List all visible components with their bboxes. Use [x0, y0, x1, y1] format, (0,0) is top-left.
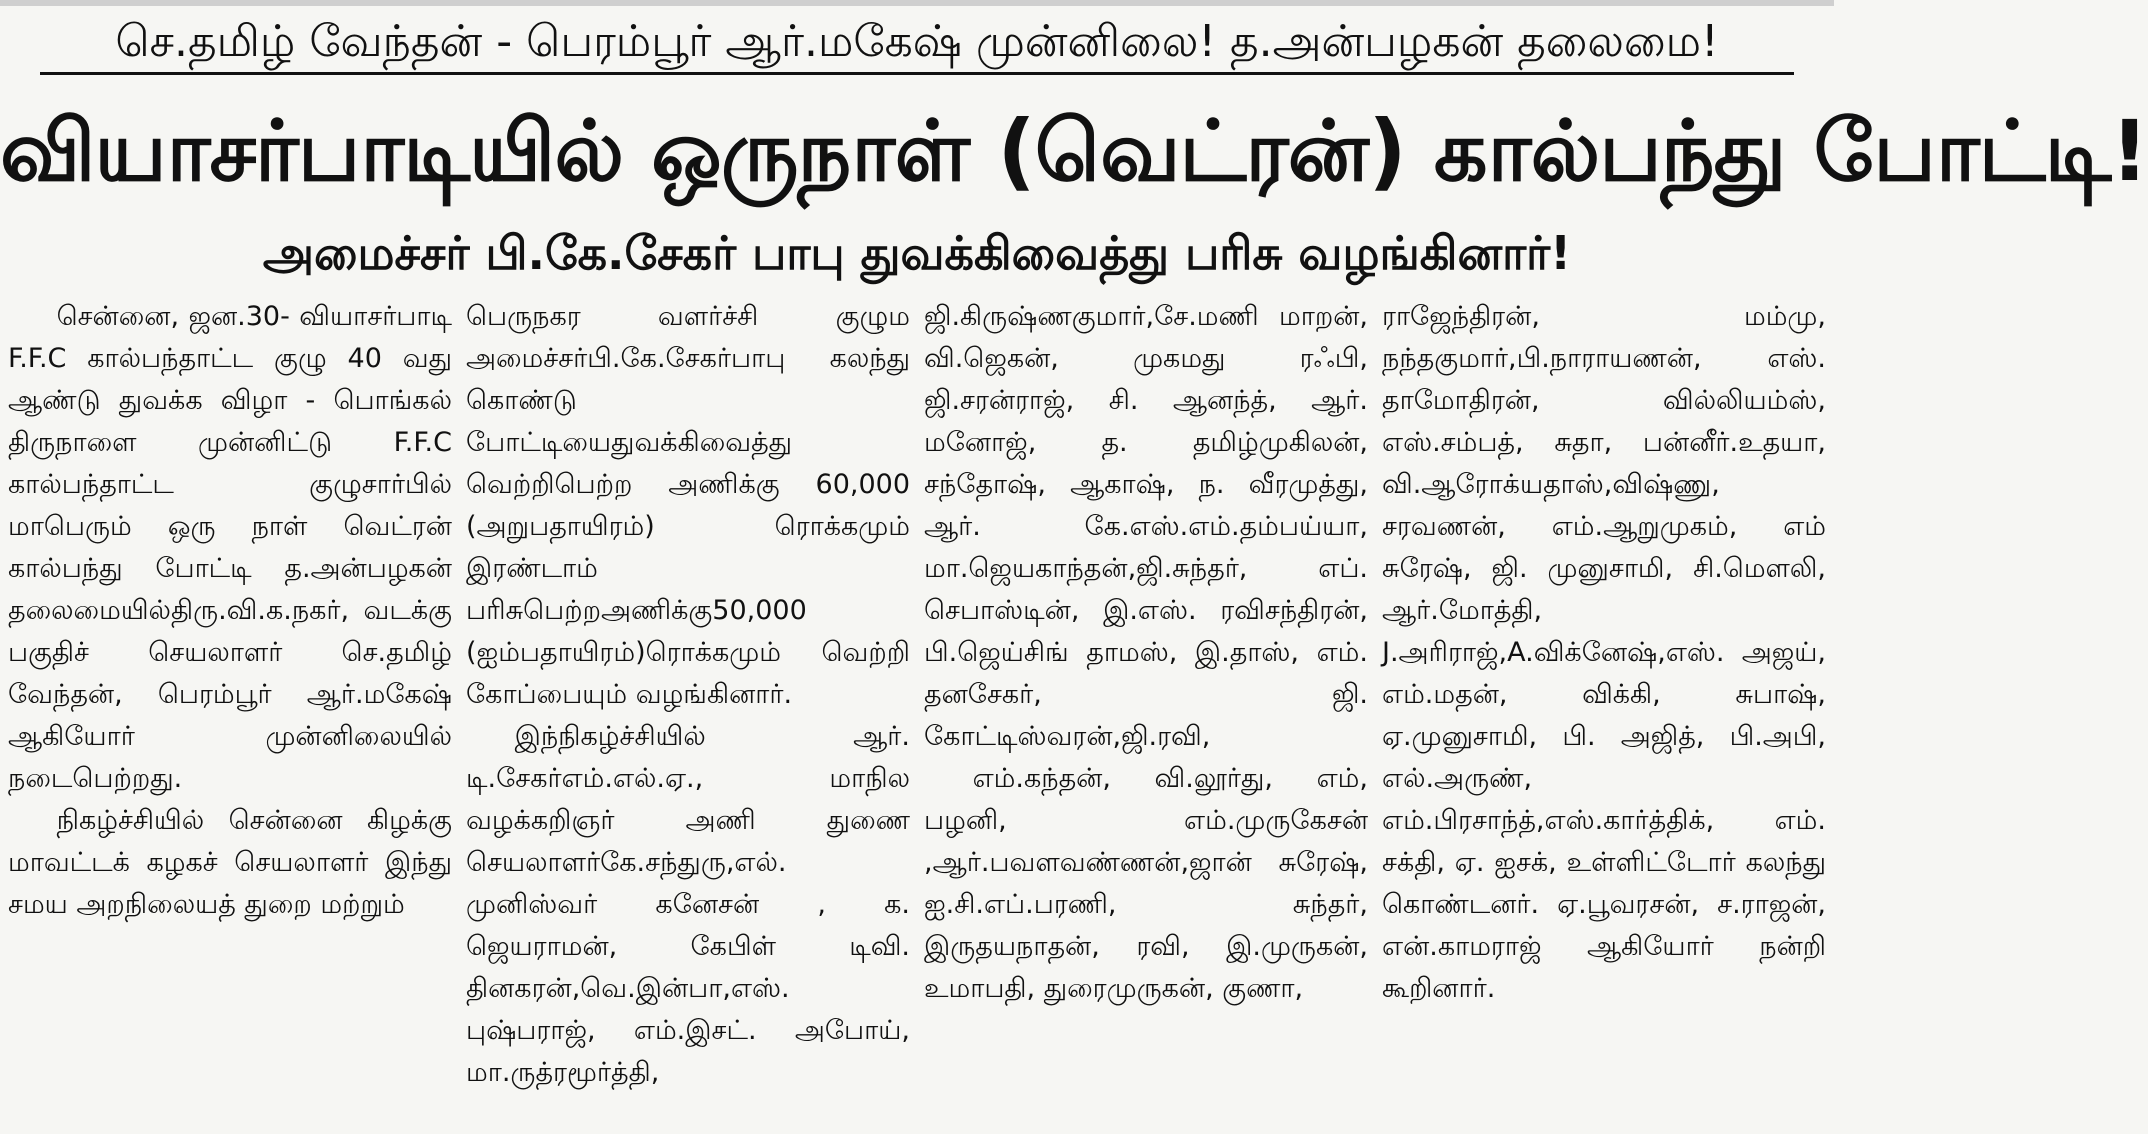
article-column-3: [924, 296, 1368, 1134]
paragraph: ராஜேந்திரன், மம்மு, நந்தகுமார்,பி.நாராயணன், எஸ். தாமோதிரன், வில்லியம்ஸ், எஸ்.சம்பத், சுதா, பன்னீர்.உதயா, வி.ஆரோக்யதாஸ்,விஷ்ணு, சரவணன், எம்.ஆறுமுகம், எம் சுரேஷ், ஜி. முனுசாமி, சி.மெளலி, ஆர்.மோத்தி, J.அரிராஜ்,A.விக்னேஷ்,எஸ். அஜய், எம்.மதன், விக்கி, சுபாஷ், ஏ.முனுசாமி, பி. அஜித், பி.அபி, எல்.அருண், எம்.பிரசாந்த்,எஸ்.கார்த்திக், எம். சக்தி, ஏ. ஐசக், உள்ளிட்டோர் கலந்து கொண்டனர். ஏ.பூவரசன், ச.ராஜன், என்.காமராஜ் ஆகியோர் நன்றி கூறினார்.: [1382, 301, 1826, 1004]
headline: வியாசர்பாடியில் ஒருநாள் (வெட்ரன்) கால்பந்து போட்டி!: [0, 102, 2148, 200]
article-column-1: [8, 296, 452, 1134]
article-column-2: [466, 296, 910, 1134]
paragraph: நிகழ்ச்சியில் சென்னை கிழக்கு மாவட்டக் கழகச் செயலாளர் இந்து சமய அறநிலையத் துறை மற்றும்: [8, 805, 452, 920]
kicker-line: செ.தமிழ் வேந்தன் - பெரம்பூர் ஆர்.மகேஷ் முன்னிலை! த.அன்பழகன் தலைமை!: [115, 16, 1719, 67]
article-column-4: [1382, 296, 1826, 1134]
paragraph: எம்.கந்தன், வி.லூர்து, எம், பழனி, எம்.முருகேசன் ,ஆர்.பவளவண்ணன்,ஜான் சுரேஷ், ஐ.சி.எப்.பரணி, சுந்தர், இருதயநாதன், ரவி, இ.முருகன், உமாபதி, துரைமுருகன், குணா,: [924, 763, 1368, 1004]
kicker-rule: [40, 72, 1794, 75]
subheadline: அமைச்சர் பி.கே.சேகர் பாபு துவக்கிவைத்து பரிசு வழங்கினார்!: [262, 226, 1572, 280]
article-body: [8, 296, 1826, 1134]
paragraph: இந்நிகழ்ச்சியில் ஆர். டி.சேகர்எம்.எல்.ஏ., மாநில வழக்கறிஞர் அணி துணை செயலாளர்கே.சந்துரு,எல். முனிஸ்வர் கனேசன் , க. ஜெயராமன், கேபிள் டிவி. தினகரன்,வெ.இன்பா,எஸ். புஷ்பராஜ், எம்.இசட். அபோய், மா.ருத்ரமூர்த்தி,: [466, 721, 910, 1088]
paragraph: சென்னை, ஜன.30- வியாசர்பாடி F.F.C கால்பந்தாட்ட குழு 40 வது ஆண்டு துவக்க விழா - பொங்கல் திருநாளை முன்னிட்டு F.F.C கால்பந்தாட்ட குழுசார்பில் மாபெரும் ஒரு நாள் வெட்ரன் கால்பந்து போட்டி த.அன்பழகன் தலைமையில்திரு.வி.க.நகர், வடக்கு பகுதிச் செயலாளர் செ.தமிழ் வேந்தன், பெரம்பூர் ஆர்.மகேஷ் ஆகியோர் முன்னிலையில் நடைபெற்றது.: [8, 301, 452, 794]
top-border: [0, 0, 1834, 6]
paragraph: பெருநகர வளர்ச்சி குழும அமைச்சர்பி.கே.சேகர்பாபு கலந்து கொண்டு போட்டியைதுவக்கிவைத்து வெற்றிபெற்ற அணிக்கு 60,000 (அறுபதாயிரம்) ரொக்கமும் இரண்டாம் பரிசுபெற்றஅணிக்கு50,000 (ஐம்பதாயிரம்)ரொக்கமும் வெற்றி கோப்பையும் வழங்கினார்.: [466, 301, 910, 710]
paragraph: ஜி.கிருஷ்ணகுமார்,சே.மணி மாறன், வி.ஜெகன், முகமது ரஃபி, ஜி.சரன்ராஜ், சி. ஆனந்த், ஆர். மனோஜ், த. தமிழ்முகிலன், சந்தோஷ், ஆகாஷ், ந. வீரமுத்து, ஆர். கே.எஸ்.எம்.தம்பய்யா, மா.ஜெயகாந்தன்,ஜி.சுந்தர், எப். செபாஸ்டின், இ.எஸ். ரவிசந்திரன், பி.ஜெய்சிங் தாமஸ், இ.தாஸ், எம். தனசேகர், ஜி. கோட்டிஸ்வரன்,ஜி.ரவி,: [924, 301, 1368, 752]
